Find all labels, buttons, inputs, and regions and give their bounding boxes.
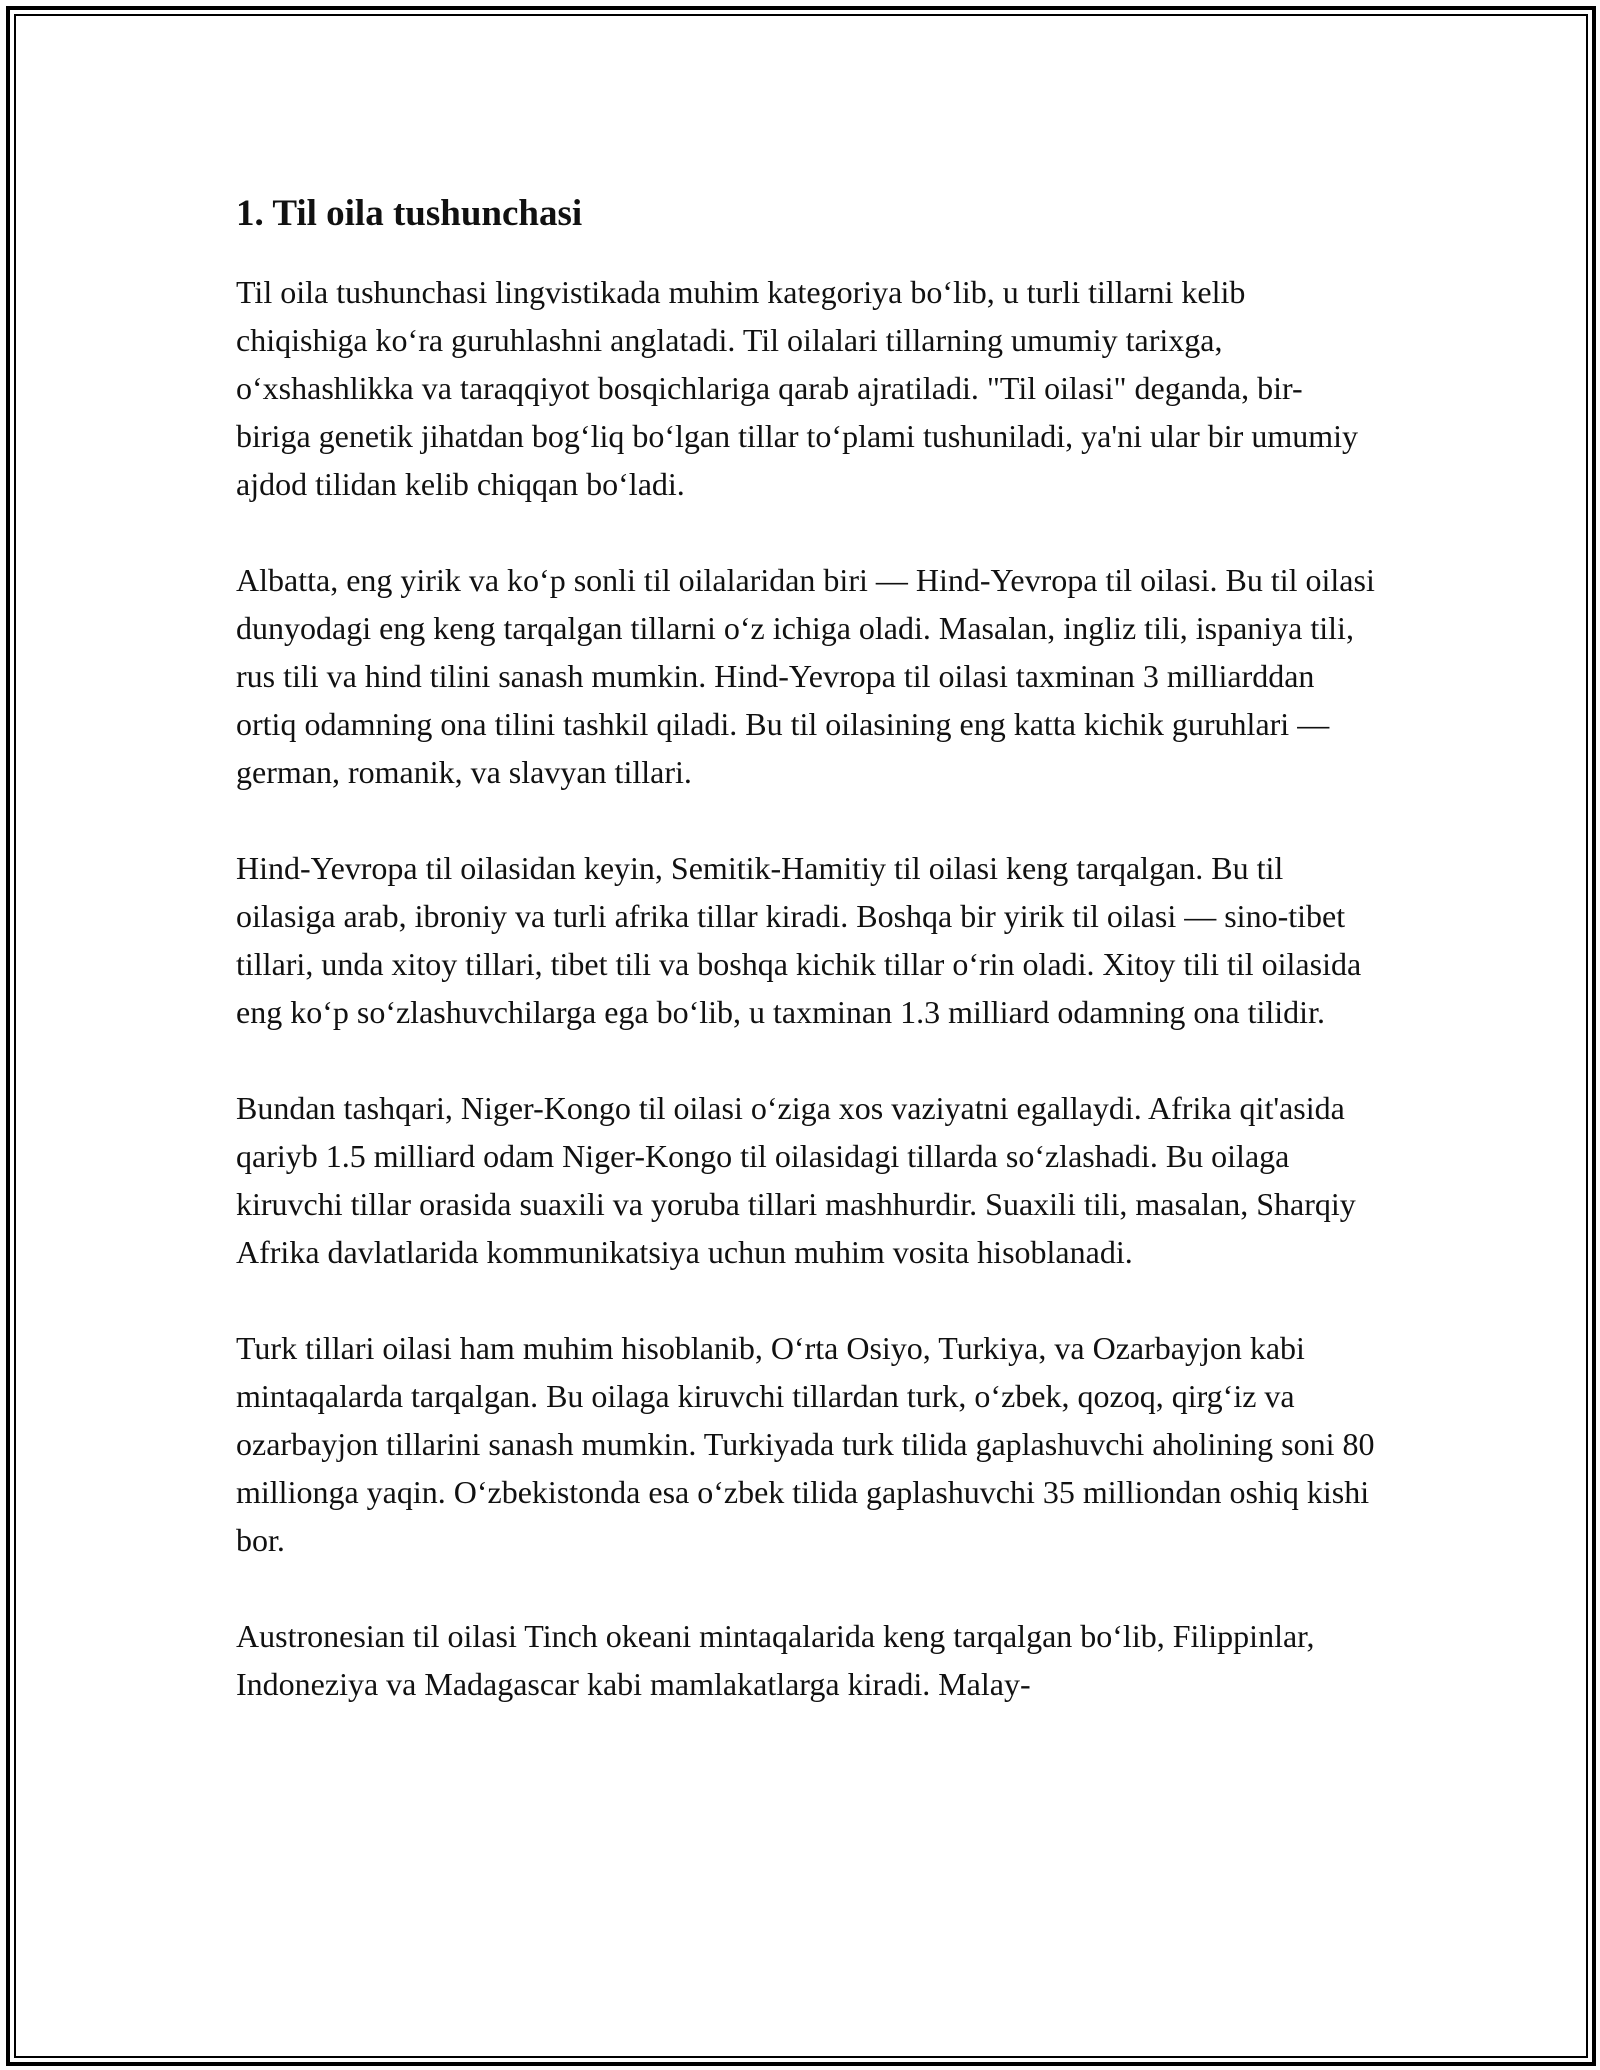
paragraph-5: Turk tillari oilasi ham muhim hisoblanib, O‘rta Osiyo, Turkiya, va Ozarbayjon kabi mintaqalarda tarqalgan. Bu oilaga kiruvchi tillardan turk, o‘zbek, qozoq, qirg‘iz va ozarbayjon tillarini sanash mumkin. Turkiyada turk tilida gaplashuvchi aholining soni 80 millionga yaqin. O‘zbekistonda esa o‘zbek tilida gaplashuvchi 35 milliondan oshiq kishi bor. (236, 1330, 1375, 1558)
paragraph-6: Austronesian til oilasi Tinch okeani mintaqalarida keng tarqalgan bo‘lib, Filippinlar, Indoneziya va Madagascar kabi mamlakatlarga kiradi. Malay- (236, 1618, 1315, 1702)
paragraph-4: Bundan tashqari, Niger-Kongo til oilasi o‘ziga xos vaziyatni egallaydi. Afrika qit'asida qariyb 1.5 milliard odam Niger-Kongo til oilasidagi tillarda so‘zlashadi. Bu oilaga kiruvchi tillar orasida suaxili va yoruba tillari mashhurdir. Suaxili tili, masalan, Sharqiy Afrika davlatlarida kommunikatsiya uchun muhim vosita hisoblanadi. (236, 1090, 1356, 1270)
paragraph-3: Hind-Yevropa til oilasidan keyin, Semitik-Hamitiy til oilasi keng tarqalgan. Bu til oilasiga arab, ibroniy va turli afrika tillar kiradi. Boshqa bir yirik til oilasi — sino-tibet tillari, unda xitoy tillari, tibet tili va boshqa kichik tillar o‘rin oladi. Xitoy tili til oilasida eng ko‘p so‘zlashuvchilarga ega bo‘lib, u taxminan 1.3 milliard odamning ona tilidir. (236, 850, 1362, 1030)
paragraph-2: Albatta, eng yirik va ko‘p sonli til oilalaridan biri — Hind-Yevropa til oilasi. Bu til oilasi dunyodagi eng keng tarqalgan tillarni o‘z ichiga oladi. Masalan, ingliz tili, ispaniya tili, rus tili va hind tilini sanash mumkin. Hind-Yevropa til oilasi taxminan 3 milliarddan ortiq odamning ona tilini tashkil qiladi. Bu til oilasining eng katta kichik guruhlari — german, romanik, va slavyan tillari. (236, 562, 1375, 790)
paragraph-1: Til oila tushunchasi lingvistikada muhim kategoriya bo‘lib, u turli tillarni kelib chiqishiga ko‘ra guruhlashni anglatadi. Til oilalari tillarning umumiy tarixga, o‘xshashlikka va taraqqiyot bosqichlariga qarab ajratiladi. "Til oilasi" deganda, bir-biriga genetik jihatdan bog‘liq bo‘lgan tillar to‘plami tushuniladi, ya'ni ular bir umumiy ajdod tilidan kelib chiqqan bo‘ladi. (236, 274, 1358, 502)
document-body (236, 186, 1376, 1756)
section-heading: 1. Til oila tushunchasi (236, 193, 583, 234)
